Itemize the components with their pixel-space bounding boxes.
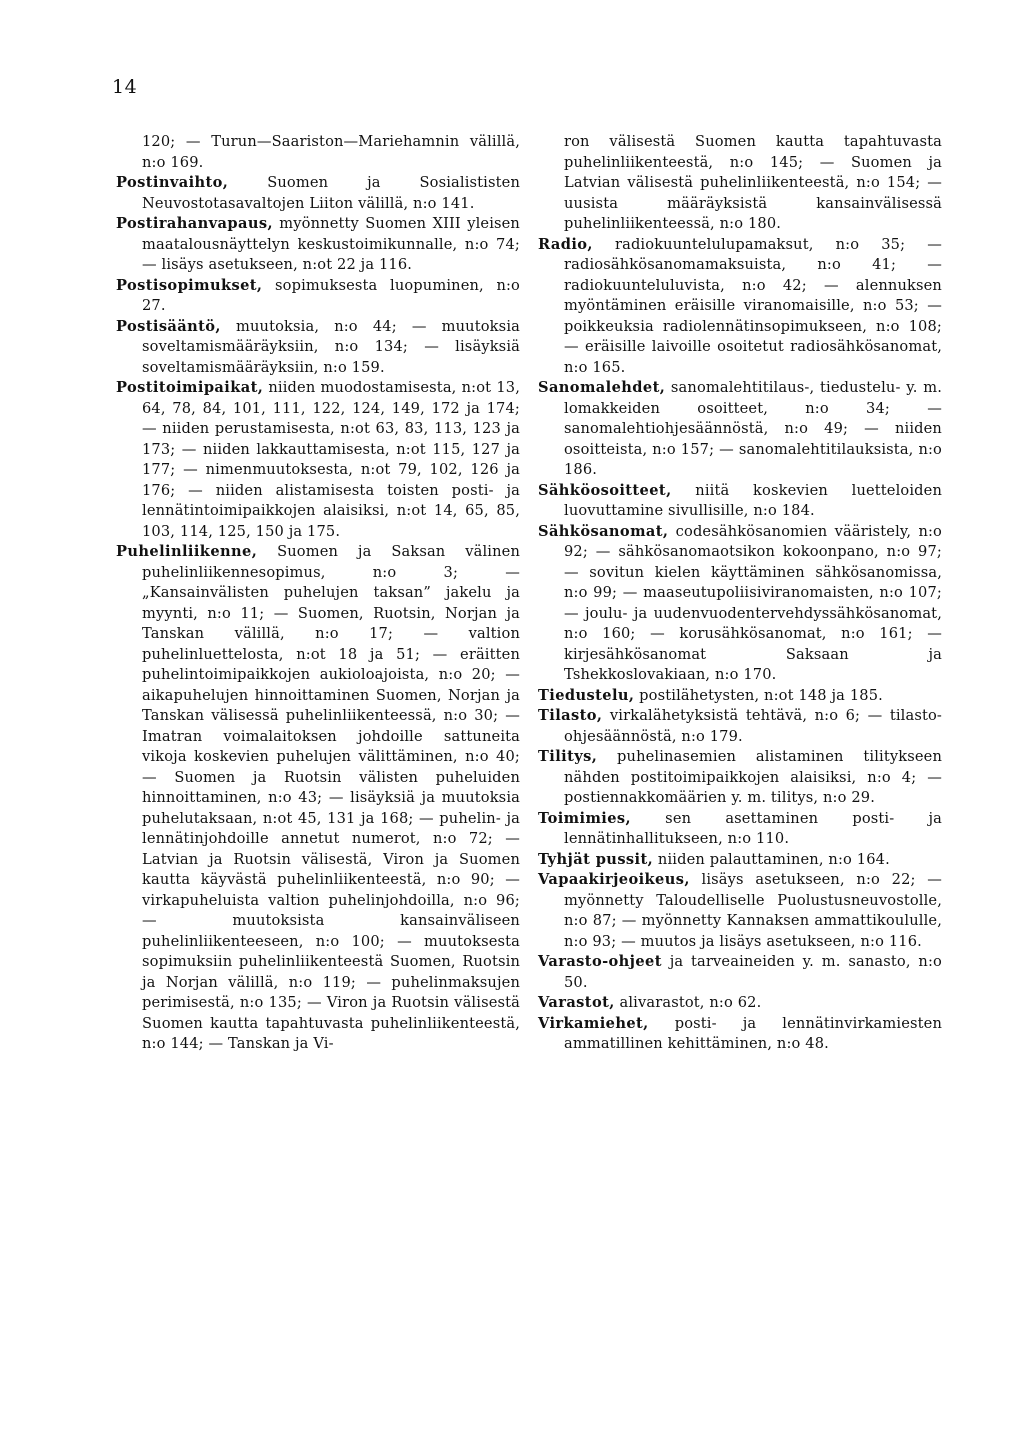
entry-text: posti- ja lennätinvirkamiesten ammatillinen kehittäminen, n:o 48. (564, 1014, 942, 1052)
index-entry (538, 850, 942, 871)
entry-term: Puhelinliikenne, (116, 543, 258, 560)
left-column (116, 132, 520, 1055)
entry-term: Sähköosoitteet, (538, 481, 672, 499)
index-entry (116, 173, 520, 214)
index-entry (538, 747, 942, 809)
entry-text: niiden muodostamisesta, n:ot 13, 64, 78, 84, 101, 111, 122, 124, 149, 172 ja 174; — niiden perustamisesta, n:ot 63, 83, 113, 123 ja 173; — niiden lakkauttamisesta, n:ot 115, 127 ja 177; — nimenmuutoksesta, n:ot 79, 102, 126 ja 176; — niiden alistamisesta toisten posti- ja lennätintoimipaikkojen alaisiksi, n:ot 14, 65, 85, 103, 114, 125, 150 ja 175. (142, 379, 520, 540)
index-entry (538, 952, 942, 993)
index-entry (116, 317, 520, 379)
entry-term: Varastot, (538, 994, 615, 1011)
entry-text: lisäys asetukseen, n:o 22; — myönnetty Taloudelliselle Puolustusneuvostolle, n:o 87; — myönnetty Kannaksen ammattikoululle, n:o 93; — muutos ja lisäys asetukseen, n:o 116. (564, 871, 942, 950)
index-entry (538, 481, 942, 522)
entry-term: Postinvaihto, (116, 174, 229, 191)
entry-text: sen asettaminen posti- ja lennätinhallitukseen, n:o 110. (564, 809, 942, 847)
right-column (538, 132, 942, 1055)
entry-text: radiokuuntelulupamaksut, n:o 35; — radiosähkösanomamaksuista, n:o 41; — radiokuunteluluvista, n:o 42; — alennuksen myöntäminen eräisille viranomaisille, n:o 53; — poikkeuksia radiolennätinsopimukseen, n:o 108; — eräisille laivoille osoitetut radiosähkösanomat, n:o 165. (564, 235, 942, 376)
entry-text: codesähkösanomien vääristely, n:o 92; — sähkösanomaotsikon kokoonpano, n:o 97; — sovitun kielen käyttäminen sähkösanomissa, n:o 99; — maaseutupoliisiviranomaisten, n:o 107; — joulu- ja uudenvuodentervehdyssähkösanomat, n:o 160; — korusähkösanomat, n:o 161; — kirjesähkösanomat Saksaan ja Tshekkoslovakiaan, n:o 170. (564, 522, 942, 683)
entry-text: postilähetysten, n:ot 148 ja 185. (634, 686, 883, 704)
index-entry (538, 235, 942, 379)
entry-text: niitä koskevien luetteloiden luovuttamine sivullisille, n:o 184. (564, 481, 942, 519)
index-entry (116, 214, 520, 276)
index-entry (116, 542, 520, 1055)
entry-term: Postisopimukset, (116, 276, 263, 294)
index-entry (538, 686, 942, 707)
entry-term: Radio, (538, 235, 593, 253)
entry-text: puhelinasemien alistaminen tilitykseen nähden postitoimipaikkojen alaisiksi, n:o 4; — postiennakkomäärien y. m. tilitys, n:o 29. (564, 748, 942, 806)
entry-text: virkalähetyksistä tehtävä, n:o 6; — tilasto-ohjesäännöstä, n:o 179. (564, 707, 942, 745)
entry-term: Toimimies, (538, 809, 632, 827)
entry-term: Varasto-ohjeet (538, 953, 662, 970)
index-entry (116, 378, 520, 542)
entry-term: Sähkösanomat, (538, 522, 669, 540)
index-entry (116, 132, 520, 173)
entry-term: Tyhjät pussit, (538, 850, 654, 868)
entry-text: sanomalehtitilaus-, tiedustelu- y. m. lomakkeiden osoitteet, n:o 34; — sanomalehtiohjesäännöstä, n:o 49; — niiden osoitteista, n:o 157; — sanomalehtitilauksista, n:o 186. (564, 379, 942, 478)
entry-term: Tilitys, (538, 748, 598, 765)
entry-text: Suomen ja Sosialististen Neuvostotasavaltojen Liiton välillä, n:o 141. (142, 174, 520, 212)
entry-term: Vapaakirjeoikeus, (538, 871, 690, 888)
index-entry (538, 706, 942, 747)
entry-text: myönnetty Suomen XIII yleisen maatalousnäyttelyn keskustoimikunnalle, n:o 74; — lisäys asetukseen, n:ot 22 ja 116. (142, 215, 520, 273)
page-number: 14 (112, 76, 138, 98)
entry-text: ron välisestä Suomen kautta tapahtuvasta puhelinliikenteestä, n:o 145; — Suomen ja Latvian välisestä puhelinliikenteestä, n:o 154; — uusista määräyksistä kansainvälisessä puhelinliikenteessä, n:o 180. (564, 133, 942, 232)
entry-text: sopimuksesta luopuminen, n:o 27. (142, 276, 520, 314)
entry-term: Tilasto, (538, 707, 603, 724)
entry-term: Postitoimipaikat, (116, 379, 264, 396)
index-entry (538, 132, 942, 235)
index-entry (538, 378, 942, 481)
entry-text: alivarastot, n:o 62. (614, 994, 762, 1011)
entry-text: muutoksia, n:o 44; — muutoksia soveltamismääräyksiin, n:o 134; — lisäyksiä soveltamismääräyksiin, n:o 159. (142, 317, 520, 376)
index-entry (538, 993, 942, 1014)
index-entry (116, 276, 520, 317)
entry-term: Virkamiehet, (538, 1014, 649, 1032)
index-entry (538, 522, 942, 686)
index-entry (538, 809, 942, 850)
index-entry (538, 870, 942, 952)
entry-text: ja tarveaineiden y. m. sanasto, n:o 50. (564, 953, 942, 991)
entry-term: Postirahanvapaus, (116, 215, 273, 232)
index-entry (538, 1014, 942, 1055)
entry-text: 120; — Turun—Saariston—Mariehamnin välillä, n:o 169. (142, 133, 520, 171)
entry-text: Suomen ja Saksan välinen puhelinliikennesopimus, n:o 3; — „Kansainvälisten puhelujen taksan” jakelu ja myynti, n:o 11; — Suomen, Ruotsin, Norjan ja Tanskan välillä, n:o 17; — valtion puhelinluettelosta, n:ot 18 ja 51; — eräitten puhelintoimipaikkojen aukioloajoista, n:o 20; — aikapuhelujen hinnoittaminen Suomen, Norjan ja Tanskan välisessä puhelinliikenteessä, n:o 30; — Imatran voimalaitoksen johdoille sattuneita vikoja koskevien puhelujen välittäminen, n:o 40; — Suomen ja Ruotsin välisten puheluiden hinnoittaminen, n:o 43; — lisäyksiä ja muutoksia puhelutaksaan, n:ot 45, 131 ja 168; — puhelin- ja lennätinjohdoille annetut numerot, n:o 72; — Latvian ja Ruotsin välisestä, Viron ja Suomen kautta käyvästä puhelinliikenteestä, n:o 90; — virkapuheluista valtion puhelinjohdoilla, n:o 96; — muutoksista kansainväliseen puhelinliikenteeseen, n:o 100; — muutoksesta sopimuksiin puhelinliikenteestä Suomen, Ruotsin ja Norjan välillä, n:o 119; — puhelinmaksujen perimisestä, n:o 135; — Viron ja Ruotsin välisestä Suomen kautta tapahtuvasta puhelinliikenteestä, n:o 144; — Tanskan ja Vi- (142, 543, 520, 1052)
entry-text: niiden palauttaminen, n:o 164. (653, 850, 890, 868)
entry-term: Postisääntö, (116, 317, 221, 335)
entry-term: Tiedustelu, (538, 686, 635, 704)
entry-term: Sanomalehdet, (538, 379, 666, 396)
